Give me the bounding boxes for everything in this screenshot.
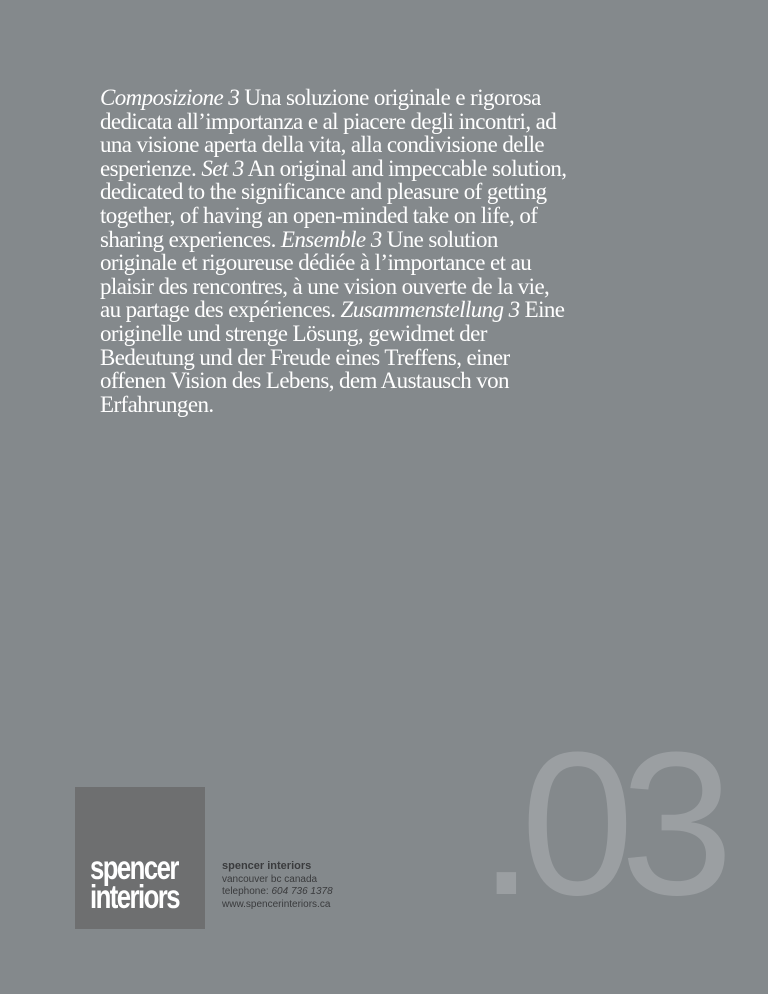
company-phone <box>222 886 333 899</box>
intro-english-title: Set 3 <box>201 155 244 181</box>
brand-logo <box>75 787 205 929</box>
contact-block <box>222 860 333 911</box>
intro-german-text: Eine originelle und strenge Lösung, gewidmet der Bedeutung und der Freude eines Treffens, einer offenen Vision des Lebens, dem Austausch von Erfahrungen. <box>100 297 565 417</box>
intro-italian-text: Una soluzione originale e rigorosa dedicata all’importanza e al piacere degli incontri, ad una visione aperta della vita, alla condivisione delle esperienze. <box>100 85 557 181</box>
intro-german-title: Zusammenstellung 3 <box>340 297 520 323</box>
phone-number: 604 736 1378 <box>271 886 333 897</box>
intro-english-text: An original and impeccable solution, dedicated to the significance and pleasure of getting together, of having an open-minded take on life, of sharing experiences. <box>100 155 567 252</box>
company-website: www.spencerinteriors.ca <box>222 898 331 910</box>
phone-label: telephone: <box>222 886 269 897</box>
brand-logo-line2: interiors <box>90 878 179 915</box>
intro-french-text: Une solution originale et rigoureuse dédiée à l’importance et au plaisir des rencontres, à une vision ouverte de la vie, au partage des expériences. <box>100 226 550 323</box>
company-location: vancouver bc canada <box>222 873 318 885</box>
page-number: .03 <box>478 710 720 938</box>
intro-french-title: Ensemble 3 <box>280 226 382 252</box>
brand-logo-wordmark <box>90 849 179 915</box>
intro-italian-title: Composizione 3 <box>100 85 240 110</box>
brand-logo-line1: spencer <box>90 849 178 886</box>
intro-paragraph <box>100 86 570 416</box>
company-name: spencer interiors <box>222 860 312 872</box>
